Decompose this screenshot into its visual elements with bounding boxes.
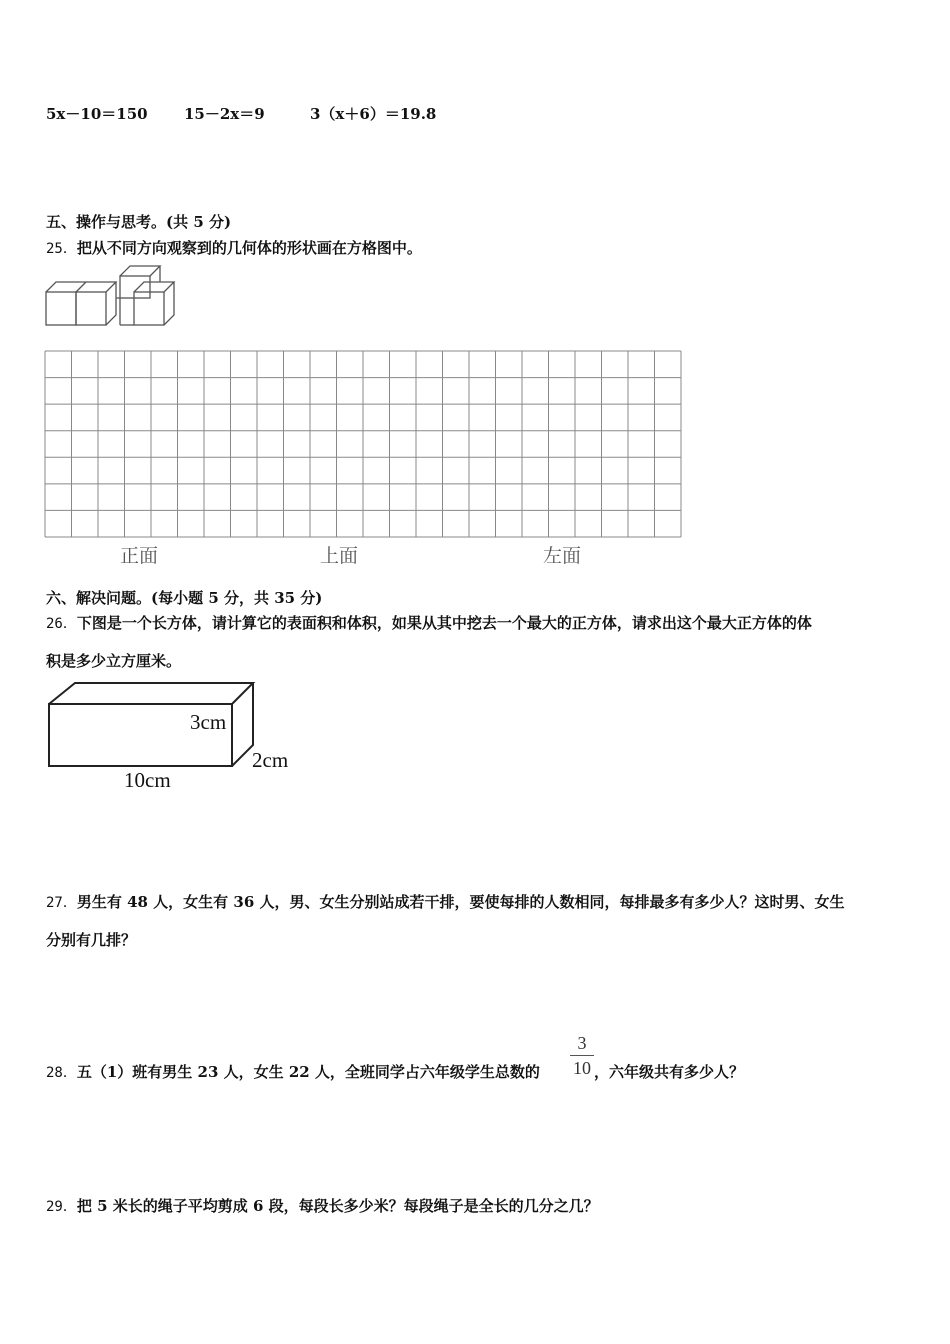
view-label-left: 左面: [543, 546, 582, 567]
length-label: 10cm: [124, 768, 171, 792]
fraction-numerator: 3: [577, 1033, 587, 1053]
question-number: 25．: [46, 241, 77, 257]
fraction-three-tenths: [570, 1032, 594, 1079]
depth-label: 2cm: [252, 748, 289, 772]
question-text: 把 5 米长的绳子平均剪成 6 段，每段长多少米？每段绳子是全长的几分之几？: [76, 1197, 599, 1215]
question-number: 26．: [46, 616, 77, 632]
question-text-before: 五（1）班有男生 23 人，女生 22 人，全班同学占六年级学生总数的: [76, 1063, 540, 1081]
question-text-line1: 下图是一个长方体，请计算它的表面积和体积，如果从其中挖去一个最大的正方体，请求出这个最大正方体的体: [76, 614, 812, 632]
question-text-line1: 男生有 48 人，女生有 36 人，男、女生分别站成若干排，要使每排的人数相同，每排最多有多少人？这时男、女生: [76, 893, 845, 911]
question-text: 把从不同方向观察到的几何体的形状画在方格图中。: [76, 239, 422, 257]
equation-3: 3（x＋6）＝19.8: [310, 105, 437, 123]
question-26-line2: 积是多少立方厘米。: [46, 652, 182, 670]
height-label: 3cm: [190, 710, 227, 734]
fraction-denominator: 10: [573, 1058, 591, 1078]
fraction-bar: [570, 1055, 594, 1056]
section-6-title: 六、解决问题。(每小题 5 分，共 35 分): [46, 589, 323, 607]
question-26: [46, 612, 812, 633]
section-5-title: 五、操作与思考。(共 5 分): [46, 213, 232, 231]
question-number: 29．: [46, 1199, 77, 1215]
cube-figure: [40, 262, 190, 332]
question-28: [46, 1061, 540, 1082]
view-label-top: 上面: [320, 546, 359, 567]
question-28-after: ，六年级共有多少人？: [594, 1063, 745, 1081]
equation-1: 5x－10＝150: [46, 105, 148, 123]
view-label-front: 正面: [120, 546, 159, 567]
cuboid-figure: [44, 678, 304, 793]
question-27-line2: 分别有几排？: [46, 931, 137, 949]
question-25: [46, 237, 422, 258]
question-number: 28．: [46, 1065, 77, 1081]
drawing-grid[interactable]: [44, 350, 682, 540]
equation-2: 15－2x＝9: [184, 105, 265, 123]
question-number: 27．: [46, 895, 77, 911]
question-27: [46, 891, 845, 912]
question-29: [46, 1195, 599, 1216]
